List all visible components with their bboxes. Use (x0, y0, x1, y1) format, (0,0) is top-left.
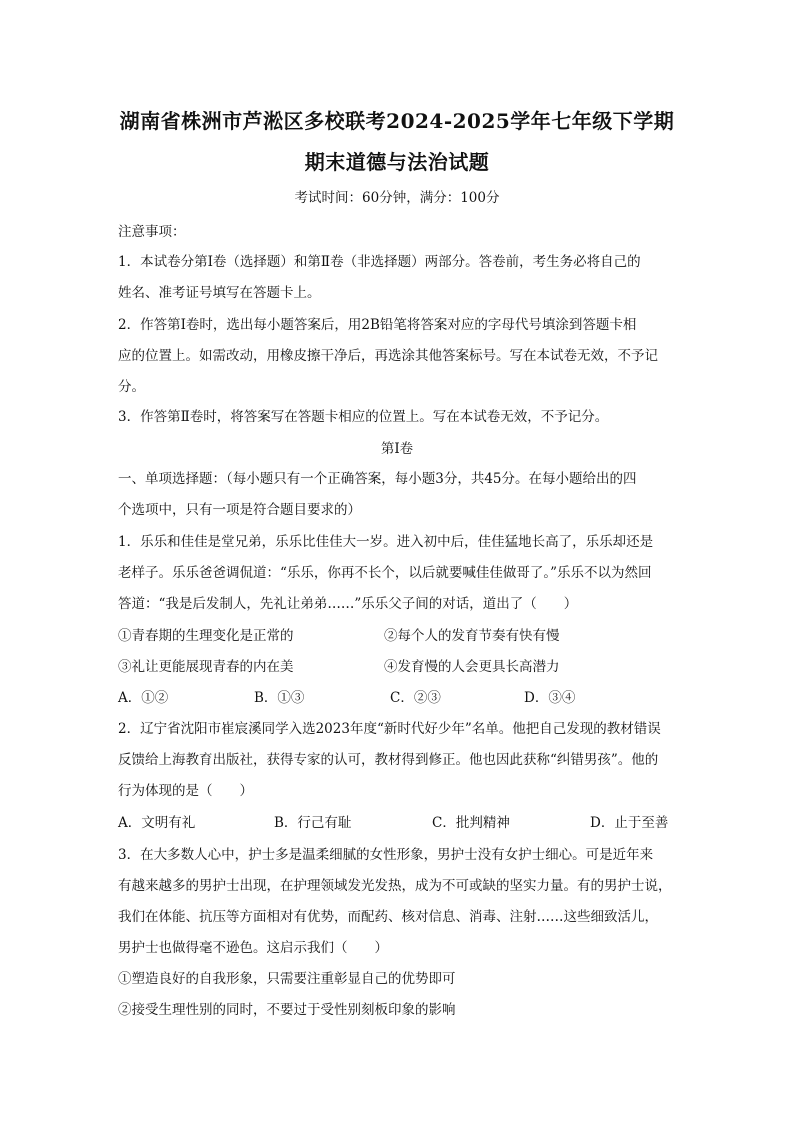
q1-option-a: A．①② (118, 690, 169, 706)
q3-stem-line-1: 3．在大多数人心中，护士多是温柔细腻的女性形象，男护士没有女护士细心。可是近年来 (118, 847, 654, 863)
q2-option-c: C．批判精神 (432, 815, 510, 831)
part1-heading-line-1: 一、单项选择题：（每小题只有一个正确答案，每小题3分，共45分。在每小题给出的四 (118, 471, 637, 487)
q2-option-d: D．止于至善 (590, 815, 669, 831)
q1-statement-4: ④发育慢的人会更具长高潜力 (384, 659, 560, 675)
note-2-line-2: 应的位置上。如需改动，用橡皮擦干净后，再选涂其他答案标号。写在本试卷无效，不予记 (118, 348, 658, 364)
q1-stem-line-1: 1．乐乐和佳佳是堂兄弟，乐乐比佳佳大一岁。进入初中后，佳佳猛地长高了，乐乐却还是 (118, 534, 654, 550)
note-2-line-1: 2．作答第Ⅰ卷时，选出每小题答案后，用2B铅笔将答案对应的字母代号填涂到答题卡相 (118, 317, 637, 333)
q2-stem-line-3: 行为体现的是（ ） (118, 783, 253, 799)
exam-info: 考试时间：60分钟，满分：100分 (294, 190, 500, 206)
q3-stem-line-4: 男护士也做得毫不逊色。这启示我们（ ） (118, 940, 388, 956)
q2-stem-line-2: 反馈给上海教育出版社，获得专家的认可，教材得到修正。他也因此获称“纠错男孩”。他的 (118, 752, 659, 768)
q3-stem-line-2: 有越来越多的男护士出现，在护理领域发光发热，成为不可或缺的坚实力量。有的男护士说， (118, 878, 672, 894)
q3-stem-line-3: 我们在体能、抗压等方面相对有优势，而配药、核对信息、消毒、注射……这些细致活儿， (118, 909, 658, 925)
note-3: 3．作答第Ⅱ卷时，将答案写在答题卡相应的位置上。写在本试卷无效，不予记分。 (118, 409, 609, 425)
q1-stem-line-3: 答道：“我是后发制人，先礼让弟弟……”乐乐父子间的对话，道出了（ ） (118, 596, 578, 612)
exam-title-line2: 期末道德与法治试题 (304, 150, 490, 174)
note-2-line-3: 分。 (118, 379, 145, 395)
section-title: 第Ⅰ卷 (380, 441, 414, 457)
q1-option-b: B．①③ (254, 690, 305, 706)
note-1-line-1: 1．本试卷分第Ⅰ卷（选择题）和第Ⅱ卷（非选择题）两部分。答卷前，考生务必将自己的 (118, 254, 641, 270)
q1-stem-line-2: 老样子。乐乐爸爸调侃道：“乐乐，你再不长个，以后就要喊佳佳做哥了。”乐乐不以为然回 (118, 565, 652, 581)
part1-heading-line-2: 个选项中，只有一项是符合题目要求的） (118, 502, 361, 518)
q1-option-c: C．②③ (390, 690, 441, 706)
q1-statement-2: ②每个人的发育节奏有快有慢 (384, 628, 560, 644)
q1-statement-1: ①青春期的生理变化是正常的 (118, 628, 294, 644)
q2-stem-line-1: 2．辽宁省沈阳市崔宸溪同学入选2023年度“新时代好少年”名单。他把自己发现的教材错误 (118, 721, 661, 737)
exam-title-line1: 湖南省株洲市芦淞区多校联考2024-2025学年七年级下学期 (119, 109, 675, 133)
q2-option-b: B．行己有耻 (274, 815, 352, 831)
q1-statement-3: ③礼让更能展现青春的内在美 (118, 659, 294, 675)
q3-statement-2: ②接受生理性别的同时，不要过于受性别刻板印象的影响 (118, 1002, 456, 1018)
note-1-line-2: 姓名、准考证号填写在答题卡上。 (118, 285, 321, 301)
notes-heading: 注意事项： (118, 224, 186, 240)
q2-option-a: A．文明有礼 (118, 815, 196, 831)
q3-statement-1: ①塑造良好的自我形象，只需要注重彰显自己的优势即可 (118, 971, 456, 987)
q1-option-d: D．③④ (524, 690, 576, 706)
